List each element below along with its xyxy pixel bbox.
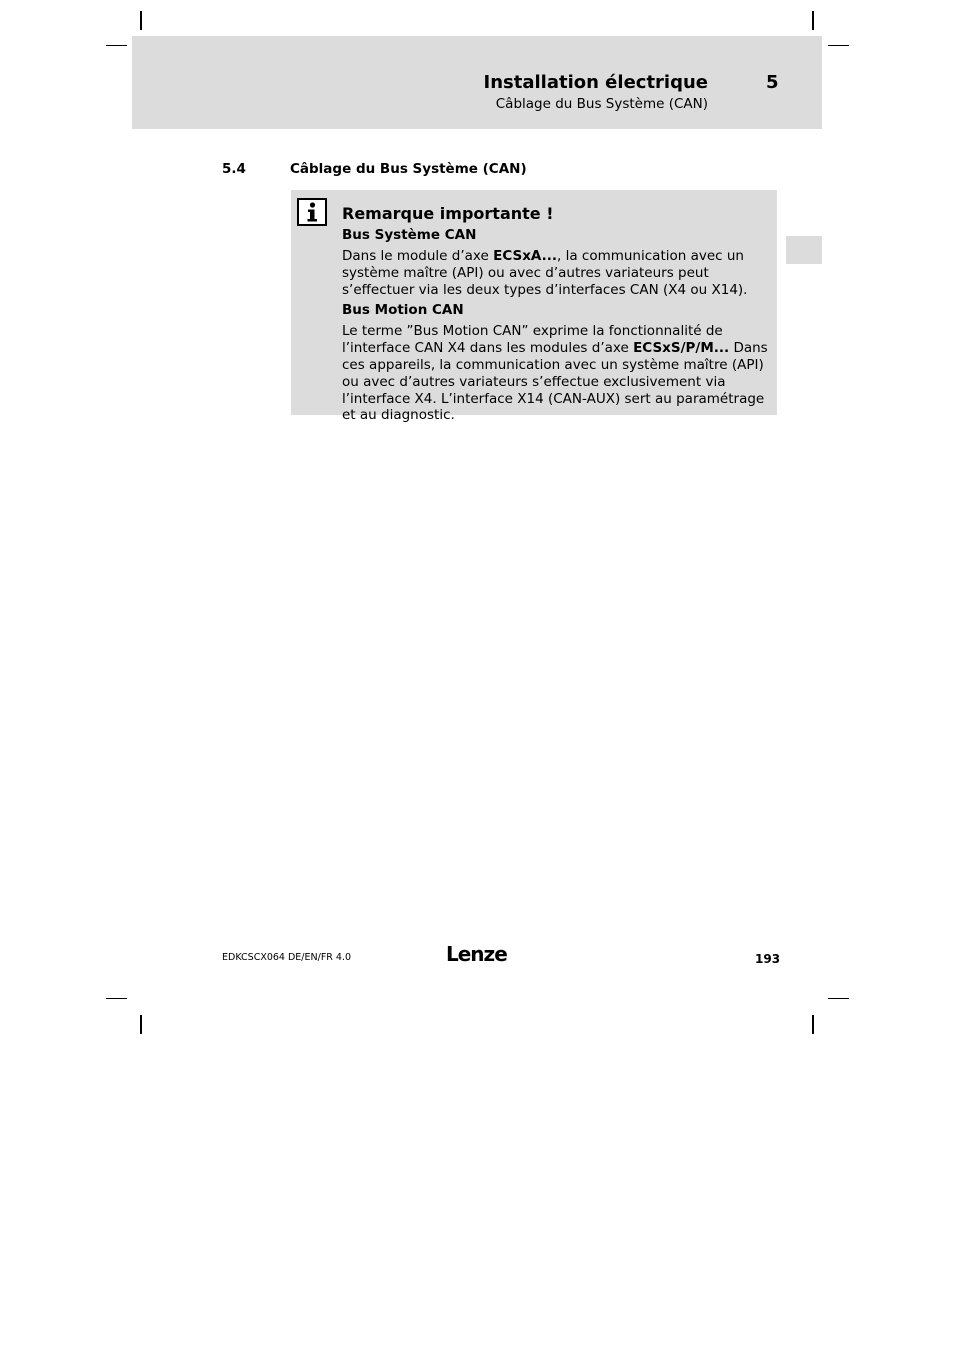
note-content — [342, 204, 770, 428]
note-paragraph-1-text-start: Dans le module d’axe — [342, 248, 494, 264]
note-paragraph-1-text-end: , la communication avec un système maître (API) ou avec d’autres variateurs peut s’effectuer via les deux types d’interfaces CAN (X4 ou X14). — [342, 248, 748, 298]
chapter-subtitle: Câblage du Bus Système (CAN) — [495, 96, 708, 112]
section-title: Câblage du Bus Système (CAN) — [290, 161, 527, 177]
crop-mark-bottom-right-vertical — [812, 1015, 814, 1034]
crop-mark-bottom-left-horizontal — [106, 998, 127, 999]
crop-mark-top-left-vertical — [140, 11, 142, 30]
note-paragraph-2-text-start: Le terme ”Bus Motion CAN” exprime la fonctionnalité de l’interface CAN X4 dans les modules d’axe — [342, 323, 723, 357]
note-paragraph-1-module-name: ECSxA... — [493, 248, 557, 264]
crop-mark-top-right-horizontal — [828, 45, 849, 46]
header-band — [132, 36, 822, 129]
note-title: Remarque importante ! — [342, 204, 554, 223]
note-paragraph-2-module-name: ECSxS/P/M... — [633, 340, 730, 357]
footer-document-id: EDKCSCX064 DE/EN/FR 4.0 — [222, 952, 352, 963]
note-heading-bus-motion-can: Bus Motion CAN — [342, 302, 464, 319]
crop-mark-bottom-right-horizontal — [828, 998, 849, 999]
lenze-logo: Lenze — [446, 942, 507, 966]
note-heading-bus-systeme-can: Bus Système CAN — [342, 227, 477, 243]
page-number: 193 — [755, 952, 781, 966]
section-number: 5.4 — [222, 161, 246, 177]
chapter-side-tab — [786, 236, 822, 264]
note-paragraph-2-text-end: Dans ces appareils, la communication avec un système maître (API) ou avec d’autres variateurs s’effectue exclusivement via l’interface X4. L’interface X14 (CAN-AUX) sert au paramétrage et au diagnostic. — [342, 340, 768, 424]
chapter-number: 5 — [766, 72, 779, 93]
important-note-box — [291, 190, 777, 424]
info-icon — [297, 198, 327, 226]
crop-mark-top-left-horizontal — [106, 45, 127, 46]
crop-mark-top-right-vertical — [812, 11, 814, 30]
crop-mark-bottom-left-vertical — [140, 1015, 142, 1034]
note-paragraph-bus-motion-can — [342, 323, 770, 424]
chapter-title: Installation électrique — [483, 72, 708, 93]
note-paragraph-bus-systeme-can — [342, 248, 770, 298]
